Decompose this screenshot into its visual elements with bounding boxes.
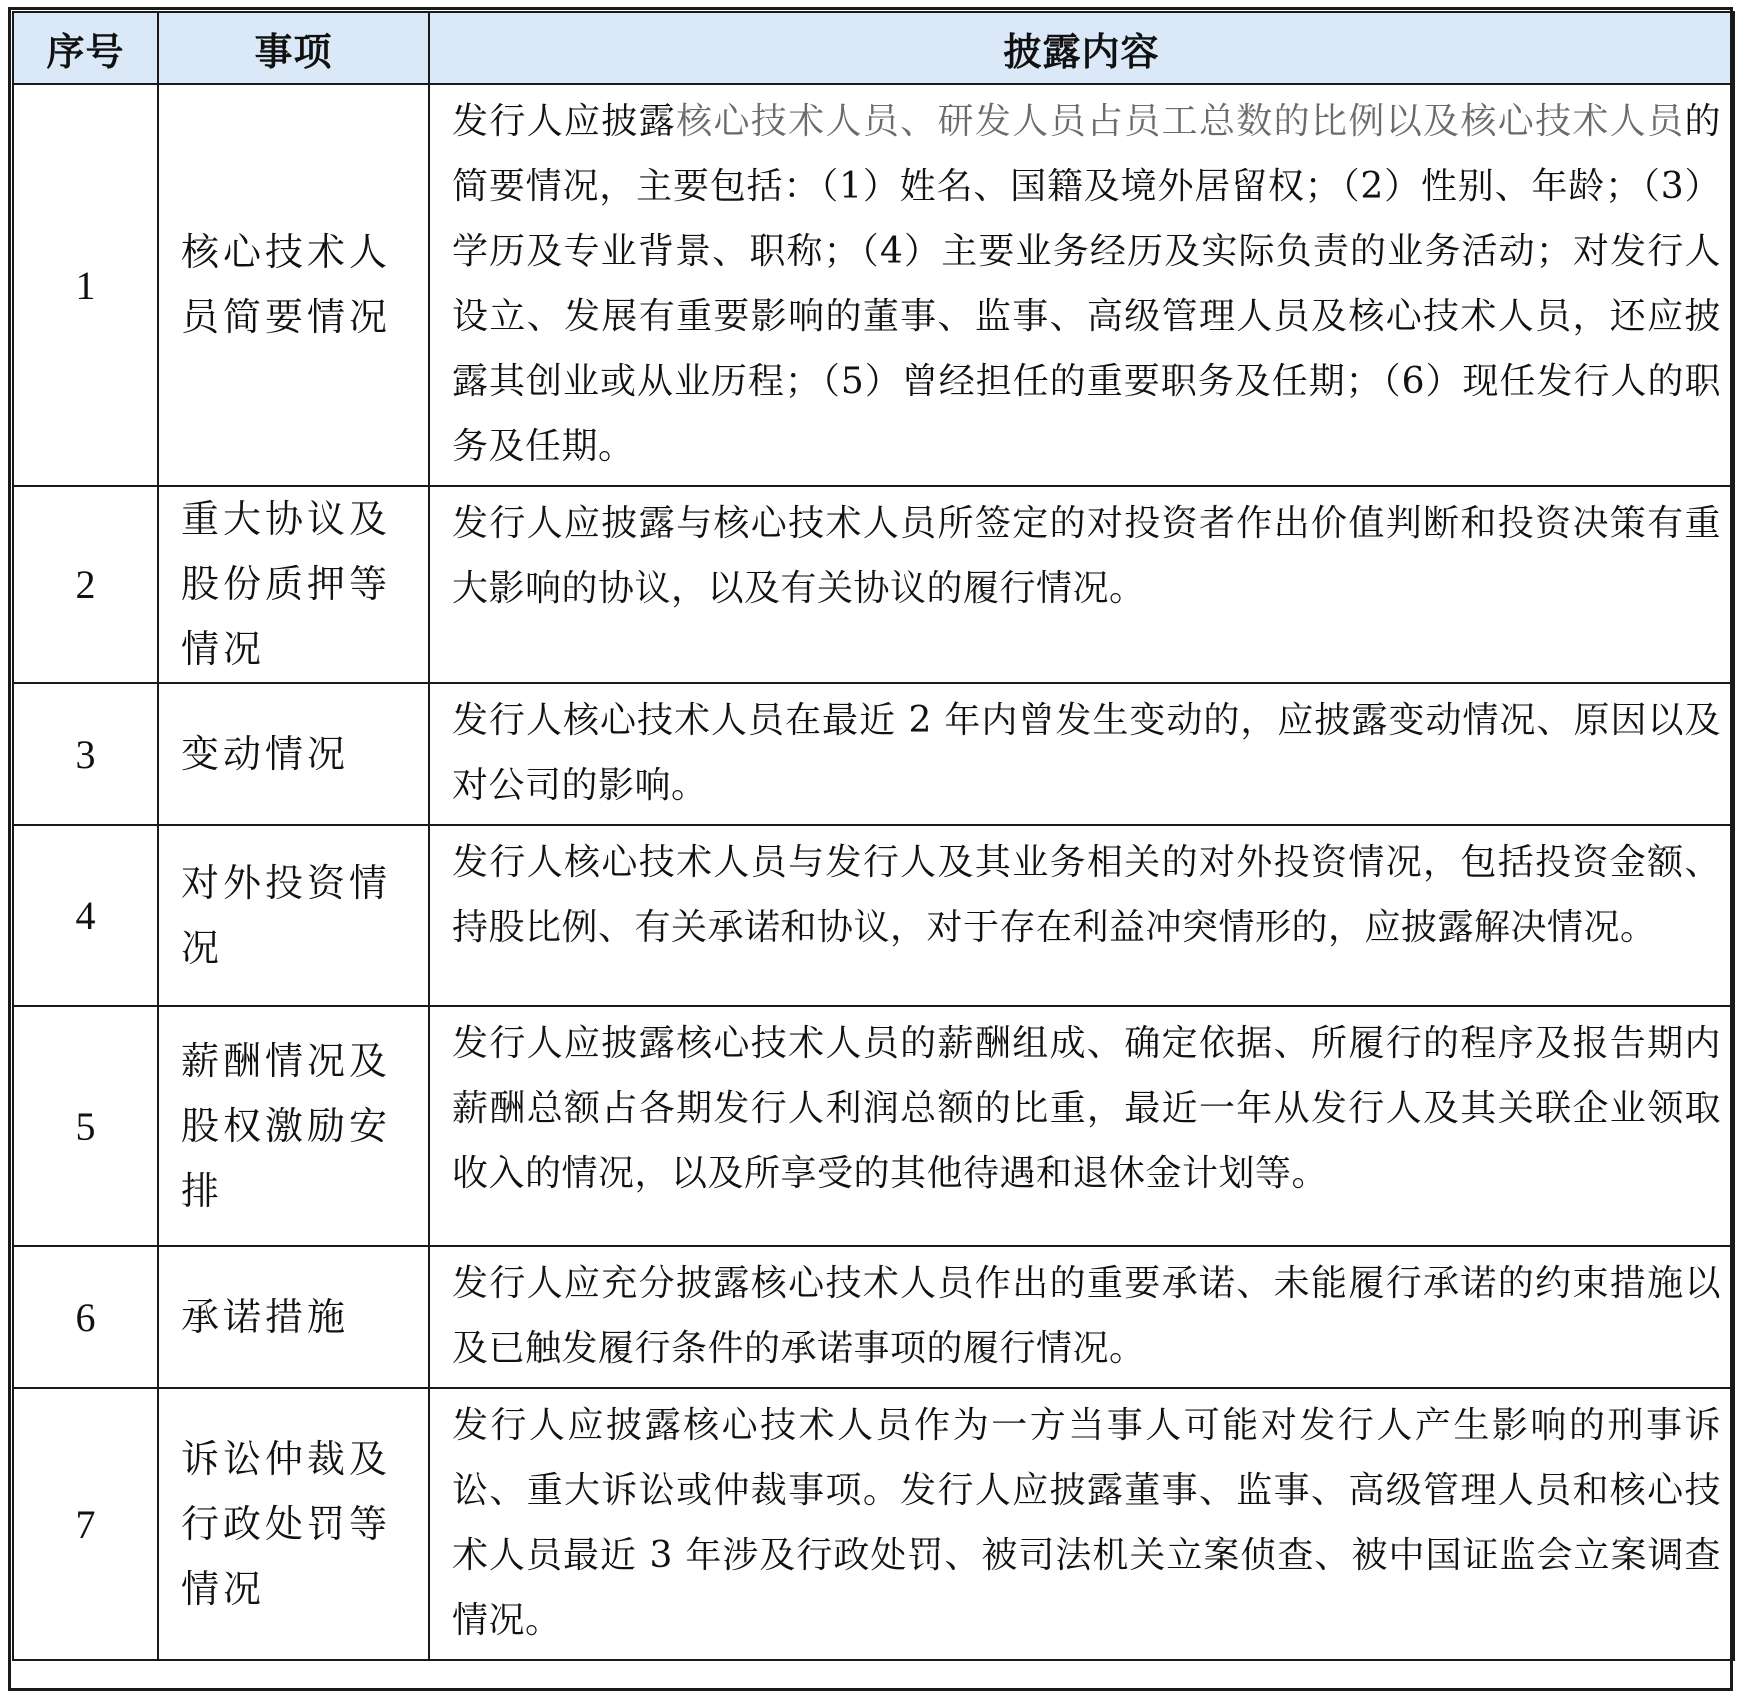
row-item: 对外投资情况 xyxy=(158,825,429,1006)
row-content: 发行人应披露与核心技术人员所签定的对投资者作出价值判断和投资决策有重大影响的协议，以及有关协议的履行情况。 xyxy=(429,486,1734,683)
table-header-row xyxy=(13,12,1734,84)
table-row xyxy=(13,1246,1734,1388)
row-item: 核心技术人员简要情况 xyxy=(158,84,429,486)
row-num: 2 xyxy=(13,486,158,683)
row-num: 3 xyxy=(13,683,158,825)
header-item: 事项 xyxy=(158,12,429,84)
row-content-text: 发行人应披露 xyxy=(452,101,677,142)
row-item: 变动情况 xyxy=(158,683,429,825)
row-content: 发行人应披露核心技术人员作为一方当事人可能对发行人产生影响的刑事诉讼、重大诉讼或仲裁事项。发行人应披露董事、监事、高级管理人员和核心技术人员最近 3 年涉及行政处罚、被司法机关立案侦查、被中国证监会立案调查情况。 xyxy=(429,1388,1734,1660)
table-row xyxy=(13,683,1734,825)
row-content-text: 的简要情况，主要包括：（1）姓名、国籍及境外居留权；（2）性别、年龄；（3）学历及专业背景、职称；（4）主要业务经历及实际负责的业务活动；对发行人设立、发展有重要影响的董事、监事、高级管理人员及核心技术人员，还应披露其创业或从业历程；（5）曾经担任的重要职务及任期；（6）现任发行人的职务及任期。 xyxy=(452,101,1721,467)
row-content: 发行人应披露核心技术人员的薪酬组成、确定依据、所履行的程序及报告期内薪酬总额占各期发行人利润总额的比重，最近一年从发行人及其关联企业领取收入的情况，以及所享受的其他待遇和退休金计划等。 xyxy=(429,1006,1734,1246)
header-num: 序号 xyxy=(13,12,158,84)
row-num: 4 xyxy=(13,825,158,1006)
header-content: 披露内容 xyxy=(429,12,1734,84)
table-row xyxy=(13,1388,1734,1660)
row-item: 诉讼仲裁及行政处罚等情况 xyxy=(158,1388,429,1660)
row-num: 1 xyxy=(13,84,158,486)
table-row xyxy=(13,486,1734,683)
table-row xyxy=(13,1006,1734,1246)
row-content: 发行人核心技术人员在最近 2 年内曾发生变动的，应披露变动情况、原因以及对公司的影响。 xyxy=(429,683,1734,825)
row-content: 发行人核心技术人员与发行人及其业务相关的对外投资情况，包括投资金额、持股比例、有关承诺和协议，对于存在利益冲突情形的，应披露解决情况。 xyxy=(429,825,1734,1006)
disclosure-table xyxy=(12,11,1735,1661)
row-item: 薪酬情况及股权激励安排 xyxy=(158,1006,429,1246)
table-row xyxy=(13,84,1734,486)
row-content-highlight: 核心技术人员、研发人员占员工总数的比例以及核心技术人员 xyxy=(676,101,1685,142)
row-item: 承诺措施 xyxy=(158,1246,429,1388)
row-num: 5 xyxy=(13,1006,158,1246)
row-content: 发行人应充分披露核心技术人员作出的重要承诺、未能履行承诺的约束措施以及已触发履行条件的承诺事项的履行情况。 xyxy=(429,1246,1734,1388)
row-content xyxy=(429,84,1734,486)
table-row xyxy=(13,825,1734,1006)
row-item: 重大协议及股份质押等情况 xyxy=(158,486,429,683)
row-num: 6 xyxy=(13,1246,158,1388)
row-num: 7 xyxy=(13,1388,158,1660)
